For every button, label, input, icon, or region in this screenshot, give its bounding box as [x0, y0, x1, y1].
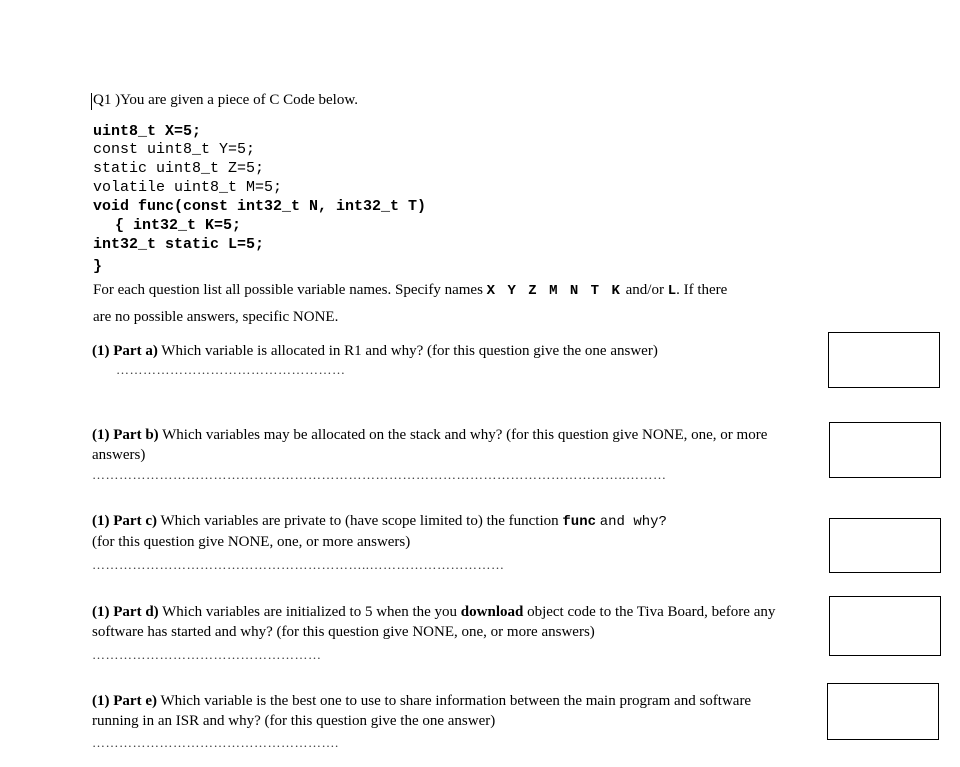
part-a-answer-line: ……………………………………………: [116, 362, 346, 377]
part-c-text-before: Which variables are private to (have scope limited to) the function: [160, 513, 559, 529]
part-a-label: Part a): [113, 343, 158, 359]
part-c-and-why: and why?: [599, 514, 667, 530]
part-b-label: Part b): [113, 427, 159, 443]
part-e-score-box[interactable]: [827, 683, 939, 740]
part-e-points: (1): [92, 693, 110, 709]
code-line-k: { int32_t K=5;: [115, 217, 242, 234]
part-b-points: (1): [92, 427, 110, 443]
instructions-names: X Y Z M N T K: [486, 283, 622, 299]
part-a-points: (1): [92, 343, 110, 359]
part-b-text: Which variables may be allocated on the stack and why? (for this question give NONE, one, or more answers): [92, 427, 768, 463]
question-part-c: [92, 511, 792, 552]
question-part-a: [92, 341, 792, 361]
part-b-score-box[interactable]: [829, 422, 941, 478]
instructions-line2: are no possible answers, specific NONE.: [93, 309, 339, 325]
code-line-func: void func(const int32_t N, int32_t T): [93, 198, 427, 215]
part-e-answer-line: ……………………………………………….: [92, 735, 339, 750]
part-c-points: (1): [92, 513, 110, 529]
question-part-b: [92, 425, 792, 465]
part-d-text-before: Which variables are initialized to 5 when the you: [162, 604, 458, 620]
part-d-score-box[interactable]: [829, 596, 941, 656]
part-c-label: Part c): [113, 513, 157, 529]
part-c-text-after: (for this question give NONE, one, or more answers): [92, 534, 411, 550]
part-d-bold-word: download: [460, 604, 524, 620]
part-d-label: Part d): [113, 604, 159, 620]
part-b-answer-line: ………………………………………………………………………………………………………..………: [92, 467, 667, 482]
instructions-tail: . If there: [676, 282, 728, 298]
code-line-l: int32_t static L=5;: [93, 236, 265, 253]
part-c-score-box[interactable]: [829, 518, 941, 573]
code-line-y: const uint8_t Y=5;: [93, 141, 256, 158]
instructions-lead: For each question list all possible variable names. Specify names: [93, 282, 483, 298]
question-part-e: [92, 691, 752, 731]
part-a-text: Which variable is allocated in R1 and why? (for this question give the one answer): [161, 343, 658, 359]
question-part-d: [92, 602, 797, 642]
text-cursor: [91, 93, 92, 110]
code-line-m: volatile uint8_t M=5;: [93, 179, 283, 196]
part-c-func-name: func: [562, 514, 596, 530]
code-line-close: }: [93, 258, 103, 275]
part-c-answer-line: ……………………………………………………..…………………………: [92, 557, 505, 572]
instructions-andor: and/or: [625, 282, 664, 298]
part-d-answer-line: ……………………………………………: [92, 647, 322, 662]
part-d-points: (1): [92, 604, 110, 620]
part-d-text-after: object code to the Tiva Board, before any software has started and why? (for this question give NONE, one, or more answers): [92, 604, 776, 640]
part-e-label: Part e): [113, 693, 157, 709]
code-line-z: static uint8_t Z=5;: [93, 160, 265, 177]
question-title: Q1 )You are given a piece of C Code below.: [93, 92, 358, 108]
part-a-score-box[interactable]: [828, 332, 940, 388]
instructions-line1: [93, 282, 727, 299]
instructions-last-name: L: [667, 283, 677, 299]
part-e-text: Which variable is the best one to use to share information between the main program and software running in an ISR and why? (for this question give the one answer): [92, 693, 752, 729]
code-line-x: uint8_t X=5;: [93, 123, 202, 140]
